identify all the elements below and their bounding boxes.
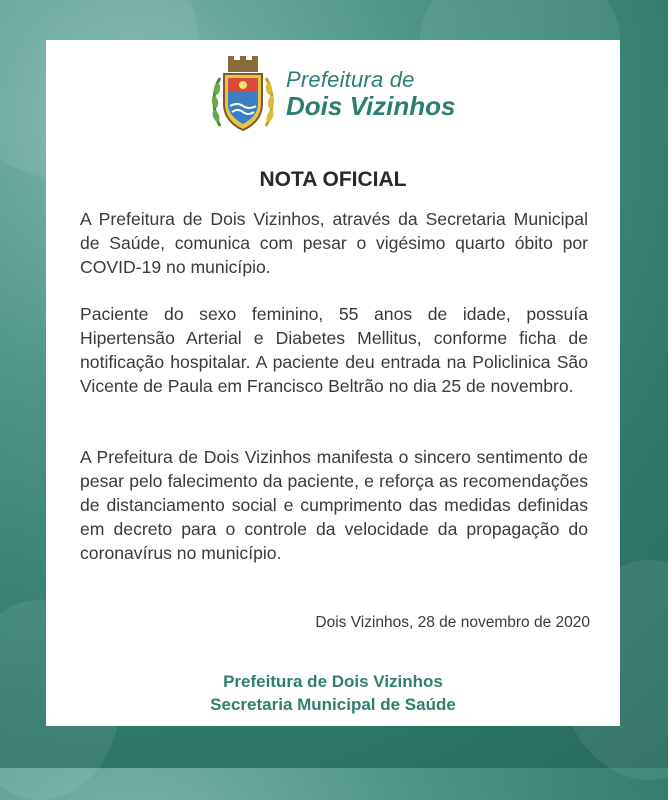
official-notice-card: [46, 40, 620, 726]
signature-block: [46, 670, 620, 716]
logo-line-1: Prefeitura de: [286, 67, 415, 92]
prefeitura-logo: [210, 54, 510, 134]
signature-line-2: Secretaria Municipal de Saúde: [210, 695, 456, 714]
logo-wordmark: [286, 69, 456, 119]
notice-paragraph-2: Paciente do sexo feminino, 55 anos de idade, possuía Hipertensão Arterial e Diabetes Mellitus, conforme ficha de notificação hospitalar. A paciente deu entrada na Policlinica São Vicente de Paula em Francisco Beltrão no dia 25 de novembro.: [80, 304, 588, 396]
notice-paragraph-3: A Prefeitura de Dois Vizinhos manifesta o sincero sentimento de pesar pelo falecimento da paciente, e reforça as recomendações de distanciamento social e cumprimento das medidas definidas em decreto para o controle da velocidade da propagação do coronavírus no município.: [80, 447, 588, 563]
notice-paragraph-1: A Prefeitura de Dois Vizinhos, através da Secretaria Municipal de Saúde, comunica com pesar o vigésimo quarto óbito por COVID-19 no município.: [80, 209, 588, 277]
logo-line-2: Dois Vizinhos: [286, 91, 456, 121]
signature-line-1: Prefeitura de Dois Vizinhos: [223, 672, 443, 691]
notice-title: NOTA OFICIAL: [259, 168, 407, 191]
date-line: Dois Vizinhos, 28 de novembro de 2020: [315, 614, 590, 631]
municipal-coat-of-arms-icon: [210, 56, 276, 132]
